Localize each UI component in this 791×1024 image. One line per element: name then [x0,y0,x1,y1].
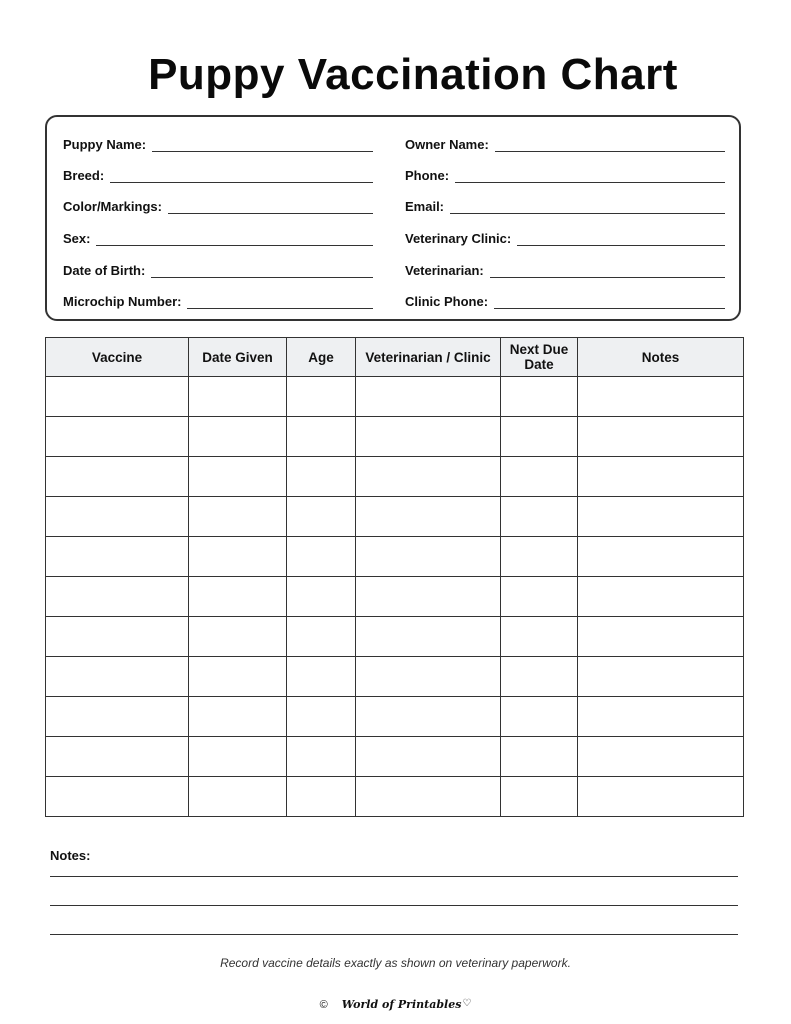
table-row [46,617,744,657]
fill-line[interactable] [152,139,373,152]
table-cell[interactable] [501,377,578,417]
table-row [46,417,744,457]
header-date-given: Date Given [189,338,287,377]
table-cell[interactable] [287,737,356,777]
table-cell[interactable] [578,537,744,577]
page-title: Puppy Vaccination Chart [148,50,678,99]
table-cell[interactable] [501,537,578,577]
fill-line[interactable] [517,233,725,246]
table-cell[interactable] [189,537,287,577]
table-cell[interactable] [501,417,578,457]
fill-line[interactable] [151,265,373,278]
field-label: Breed: [63,168,105,183]
table-cell[interactable] [578,577,744,617]
table-cell[interactable] [287,537,356,577]
veterinarian-field[interactable] [405,260,725,278]
puppy-name-field[interactable] [63,134,373,152]
table-cell[interactable] [356,377,501,417]
table-cell[interactable] [356,457,501,497]
table-cell[interactable] [189,417,287,457]
brand-name: World of Printables [341,998,462,1011]
table-row [46,697,744,737]
table-cell[interactable] [46,417,189,457]
table-cell[interactable] [46,577,189,617]
fill-line[interactable] [110,170,373,183]
table-cell[interactable] [501,777,578,817]
sex-field[interactable] [63,228,373,246]
table-cell[interactable] [287,577,356,617]
table-cell[interactable] [501,737,578,777]
brand-footer [0,998,791,1011]
table-cell[interactable] [189,457,287,497]
table-cell[interactable] [501,457,578,497]
notes-line[interactable] [50,876,738,877]
table-cell[interactable] [46,617,189,657]
field-label: Owner Name: [405,137,489,152]
table-cell[interactable] [356,697,501,737]
table-cell[interactable] [189,577,287,617]
owner-name-field[interactable] [405,134,725,152]
microchip-number-field[interactable] [63,291,373,309]
fill-line[interactable] [495,139,725,152]
table-cell[interactable] [189,657,287,697]
table-cell[interactable] [501,617,578,657]
table-cell[interactable] [46,537,189,577]
table-cell[interactable] [356,577,501,617]
heart-icon: ♡ [462,998,472,1009]
table-cell[interactable] [189,617,287,657]
notes-line[interactable] [50,934,738,935]
table-cell[interactable] [46,497,189,537]
table-header-row [46,338,744,377]
table-cell[interactable] [578,457,744,497]
breed-field[interactable] [63,165,373,183]
header-vaccine: Vaccine [46,338,189,377]
field-label: Puppy Name: [63,137,147,152]
copyright-symbol: © [319,999,328,1011]
table-cell[interactable] [578,697,744,737]
fill-line[interactable] [455,170,725,183]
puppy-info-box [45,115,741,321]
date-of-birth-field[interactable] [63,260,373,278]
field-label: Microchip Number: [63,294,182,309]
table-cell[interactable] [189,777,287,817]
table-row [46,457,744,497]
header-veterinarian-clinic: Veterinarian / Clinic [356,338,501,377]
table-row [46,777,744,817]
table-row [46,497,744,537]
table-cell[interactable] [46,457,189,497]
table-cell[interactable] [356,537,501,577]
table-body [46,377,744,817]
fill-line[interactable] [168,201,373,214]
color-markings-field[interactable] [63,196,373,214]
notes-line[interactable] [50,905,738,906]
table-cell[interactable] [287,777,356,817]
table-cell[interactable] [287,417,356,457]
field-label: Sex: [63,231,91,246]
field-label: Color/Markings: [63,199,162,214]
table-cell[interactable] [578,777,744,817]
table-cell[interactable] [501,657,578,697]
fill-line[interactable] [494,296,725,309]
field-label: Veterinary Clinic: [405,231,512,246]
table-row [46,657,744,697]
field-label: Veterinarian: [405,263,484,278]
notes-label: Notes: [50,848,91,863]
field-label: Clinic Phone: [405,294,489,309]
table-cell[interactable] [578,657,744,697]
table-row [46,577,744,617]
table-row [46,377,744,417]
table-cell[interactable] [189,737,287,777]
table-row [46,737,744,777]
table-cell[interactable] [189,697,287,737]
fill-line[interactable] [96,233,373,246]
field-label: Phone: [405,168,450,183]
table-cell[interactable] [46,737,189,777]
table-cell[interactable] [356,417,501,457]
table-cell[interactable] [356,657,501,697]
table-cell[interactable] [287,697,356,737]
table-cell[interactable] [578,417,744,457]
table-cell[interactable] [46,657,189,697]
vaccination-table [45,337,744,817]
field-label: Date of Birth: [63,263,146,278]
table-cell[interactable] [578,617,744,657]
table-cell[interactable] [501,577,578,617]
table-cell[interactable] [501,497,578,537]
phone-field[interactable] [405,165,725,183]
fill-line[interactable] [490,265,725,278]
table-cell[interactable] [46,697,189,737]
table-cell[interactable] [46,777,189,817]
table-row [46,537,744,577]
table-cell[interactable] [501,697,578,737]
table-cell[interactable] [578,377,744,417]
header-notes: Notes [578,338,744,377]
fill-line[interactable] [450,201,725,214]
table-cell[interactable] [287,377,356,417]
table-cell[interactable] [287,497,356,537]
table-cell[interactable] [356,777,501,817]
table-cell[interactable] [46,377,189,417]
clinic-phone-field[interactable] [405,291,725,309]
fill-line[interactable] [187,296,373,309]
table-cell[interactable] [578,497,744,537]
table-cell[interactable] [287,617,356,657]
field-label: Email: [405,199,445,214]
table-cell[interactable] [287,457,356,497]
footer-note: Record vaccine details exactly as shown on veterinary paperwork. [220,956,571,970]
table-cell[interactable] [356,737,501,777]
header-age: Age [287,338,356,377]
table-cell[interactable] [189,377,287,417]
table-cell[interactable] [356,617,501,657]
table-cell[interactable] [578,737,744,777]
table-cell[interactable] [287,657,356,697]
table-cell[interactable] [356,497,501,537]
veterinary-clinic-field[interactable] [405,228,725,246]
email-field[interactable] [405,196,725,214]
header-next-due-date: Next Due Date [501,338,578,377]
table-cell[interactable] [189,497,287,537]
